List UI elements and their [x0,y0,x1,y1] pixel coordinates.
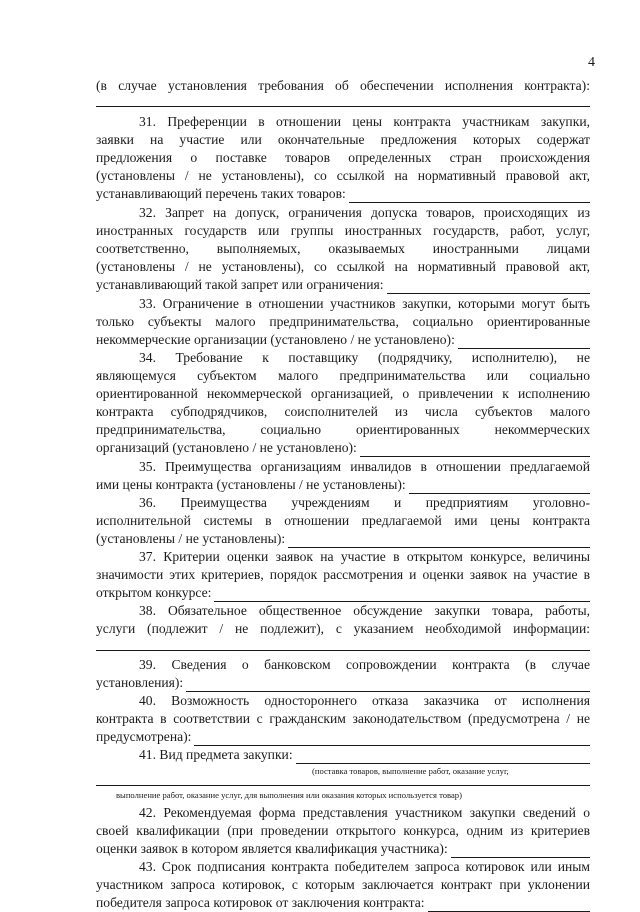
item-35 [96,458,590,494]
item-33-line: 33. Ограничение в отношении участников закупки, которыми могут быть [139,296,590,311]
item-36-fill-row [96,530,590,548]
item-39-blank [186,678,590,692]
item-32-blank [387,280,590,294]
item-43-blank [428,898,590,912]
item-37-line: значимости этих критериев, порядок рассмотрения и оценки заявок на участие в [96,567,590,582]
intro-text: (в случае установления требования об обеспечении исполнения контракта): [96,78,590,93]
item-41-line: 41. Вид предмета закупки: [139,747,293,762]
item-37-fill-row [96,584,590,602]
item-35-line: ими цены контракта (установлены / не установлены): [96,477,406,492]
item-39-line: установления): [96,675,184,690]
item-32 [96,204,590,294]
item-37-line: открытом конкурсе: [96,585,212,600]
item-41-hint: выполнение работ, оказание услуг, для выполнения или оказания которых используется товар) [116,790,462,800]
item-42-blank [451,844,590,858]
item-34-line: организаций (установлено / не установлено): [96,440,357,455]
item-33-fill-row [96,331,590,349]
item-31-blank [349,189,590,203]
item-41-fill-row [96,746,590,764]
page-number: 4 [588,55,595,70]
item-43-line: 43. Срок подписания контракта победителем запроса котировок или иным [139,859,590,874]
item-38-blank [96,637,590,651]
item-33-line: только субъекты малого предпринимательства, социально ориентированные [96,314,590,329]
item-34 [96,349,590,457]
item-34-line: 34. Требование к поставщику (подрядчику, исполнителю), не [139,350,590,365]
item-34-line: контракта субподрядчиков, соисполнителей из числа субъектов малого [96,404,590,419]
item-40-fill-row [96,728,590,746]
item-36 [96,494,590,548]
item-39 [96,656,590,692]
item-37-blank [214,588,590,602]
item-33-line: некоммерческие организации (установлено / не установлено): [96,332,455,347]
item-34-blank [360,443,590,457]
item-32-line: 32. Запрет на допуск, ограничения допуска товаров, происходящих из [139,205,590,220]
item-41 [96,746,590,764]
item-34-line: являющемуся субъектом малого предпринимательства или социально [96,368,590,383]
item-32-line: иностранных государств или группы иностранных государств, работ, услуг, [96,223,590,238]
item-32-line: устанавливающий такой запрет или ограничения: [96,277,384,292]
item-31-line: заявки на участие или окончательные предложения которых содержат [96,132,590,147]
item-31-line: (установлены / не установлены), со ссылкой на нормативный правовой акт, [96,168,590,183]
item-43-line: победителя запроса котировок от заключения контракта: [96,895,425,910]
item-35-blank [409,480,590,494]
item-31-line: предложения о поставке товаров определенных стран происхождения [96,150,590,165]
item-34-line: предпринимательства, социально ориентированных некоммерческих [96,422,590,437]
item-41-blank [296,750,590,764]
item-35-fill-row [96,476,590,494]
item-43-fill-row [96,894,590,912]
item-39-line: 39. Сведения о банковском сопровождении контракта (в случае [139,657,590,672]
item-42-line: 42. Рекомендуемая форма представления участником закупки сведений о [139,805,590,820]
item-40-blank [194,732,590,746]
item-41-second-blank [96,772,590,786]
item-42-fill-row [96,840,590,858]
item-38 [96,602,590,638]
item-31-line: 31. Преференции в отношении цены контракта участникам закупки, [139,114,590,129]
item-39-fill-row [96,674,590,692]
item-35-line: 35. Преимущества организациям инвалидов в отношении предлагаемой [139,459,590,474]
item-32-line: соответственно, выполняемых, оказываемых иностранными лицами [96,241,590,256]
item-38-line: 38. Обязательное общественное обсуждение закупки товара, работы, [139,603,590,618]
item-32-line: (установлены / не установлены), со ссылкой на нормативный правовой акт, [96,259,590,274]
item-42-line: своей квалификации (при проведении открытого конкурса, одним из критериев [96,823,590,838]
item-37-line: 37. Критерии оценки заявок на участие в открытом конкурсе, величины [139,549,590,564]
item-40-line: 40. Возможность одностороннего отказа заказчика от исполнения [139,693,590,708]
item-33 [96,295,590,349]
item-33-blank [458,335,590,349]
item-42 [96,804,590,858]
item-31 [96,113,590,203]
intro-blank-line [96,93,590,107]
item-34-line: ориентированной некоммерческой организацией, о привлечении к исполнению [96,386,590,401]
item-36-line: 36. Преимущества учреждениям и предприятиям уголовно- [139,495,590,510]
item-36-line: (установлены / не установлены): [96,531,286,546]
item-40-line: предусмотрена): [96,729,192,744]
item-37 [96,548,590,602]
item-42-line: оценки заявок в котором является квалификация участника): [96,841,448,856]
item-34-fill-row [96,439,590,457]
item-43 [96,858,590,912]
item-32-fill-row [96,276,590,294]
item-41-hint: (поставка товаров, выполнение работ, оказание услуг, [312,766,509,776]
item-43-line: участником запроса котировок, с которым заключается контракт при уклонении [96,877,590,892]
item-36-line: исполнительной системы в отношении предлагаемой ими цены контракта [96,513,590,528]
item-31-fill-row [96,185,590,203]
item-31-line: устанавливающий перечень таких товаров: [96,186,346,201]
item-40 [96,692,590,746]
item-40-line: контракта в соответствии с гражданским законодательством (предусмотрена / не [96,711,590,726]
item-38-line: услуги (подлежит / не подлежит), с указанием необходимой информации: [96,621,590,636]
item-36-blank [288,534,590,548]
